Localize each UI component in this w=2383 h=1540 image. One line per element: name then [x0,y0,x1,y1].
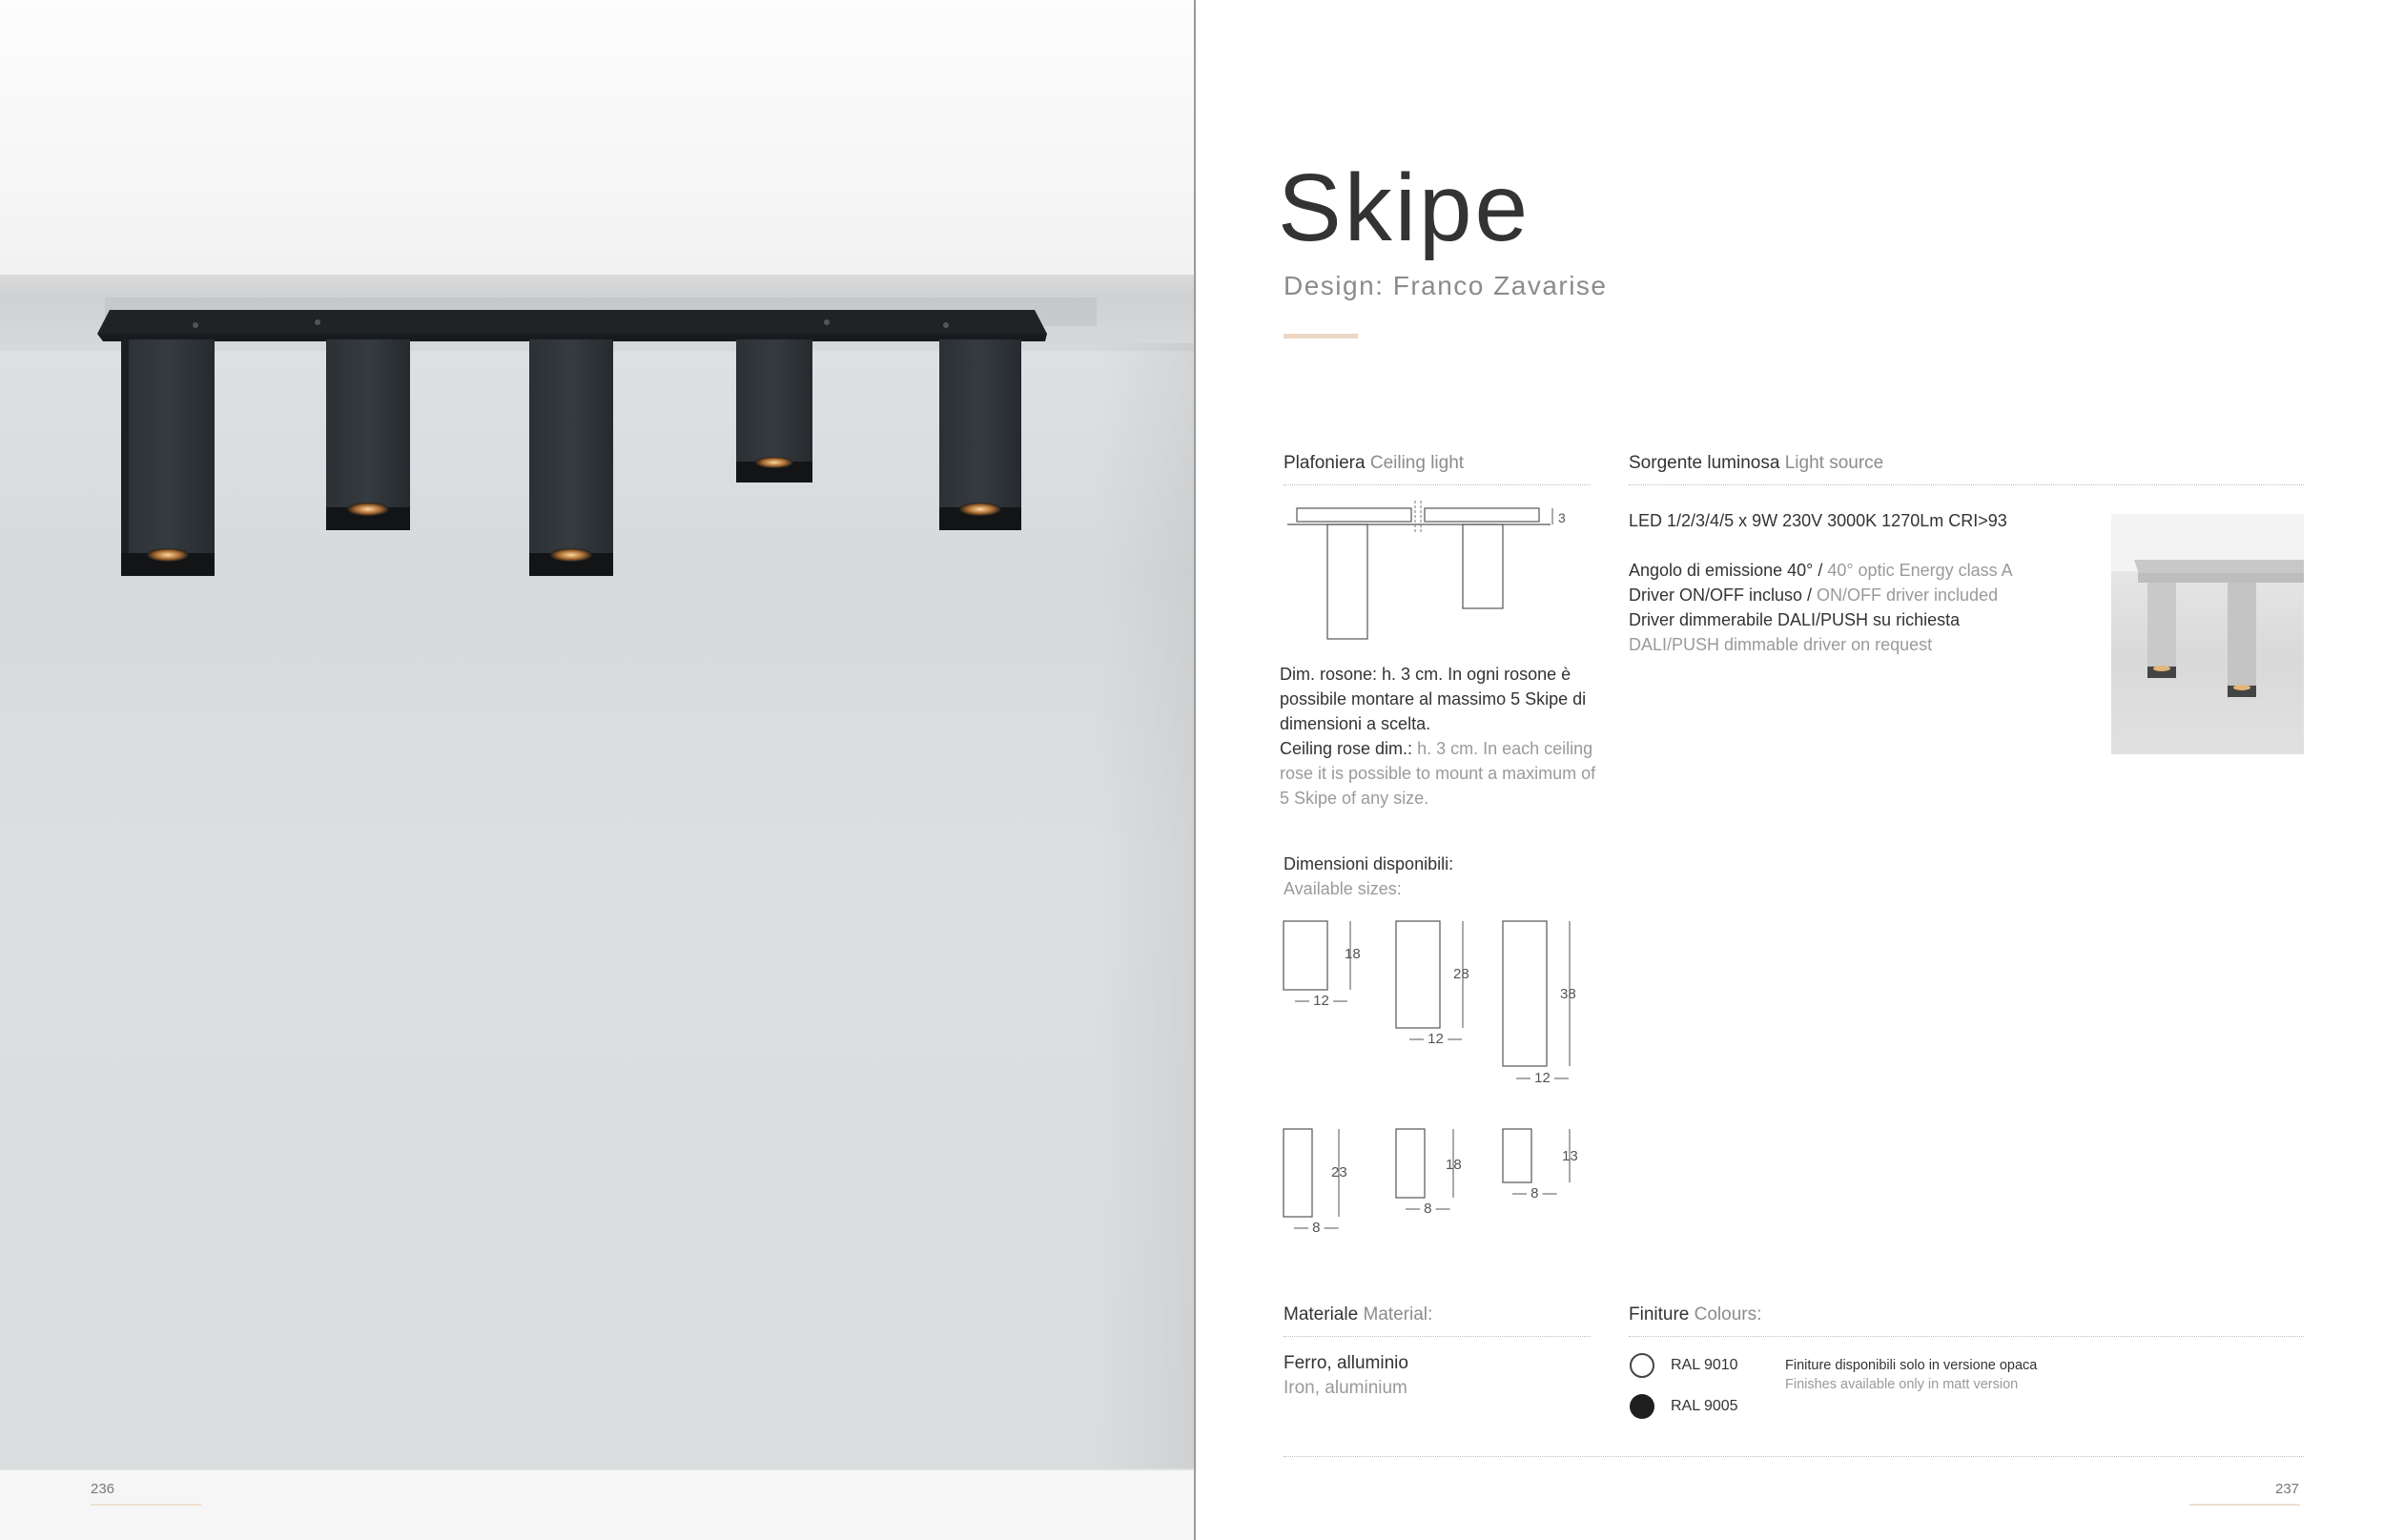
dimmable-it: Driver dimmerabile DALI/PUSH su richiesta [1629,610,1961,629]
ceiling-light-heading-en: Ceiling light [1369,453,1465,473]
light-source-divider [1629,484,2304,485]
lamp-5 [939,339,1021,530]
light-source-heading-it: Sorgente luminosa [1629,453,1780,473]
colour-label-ral-9005: RAL 9005 [1671,1398,1738,1414]
light-source-heading [1629,453,1883,474]
light-source-heading-en: Light source [1784,453,1884,473]
rose-desc-it: h. 3 cm. In ogni rosone è possibile montare al massimo 5 Skipe di dimensioni a scelta. [1280,665,1587,733]
product-designer: Design: Franco Zavarise [1284,271,1608,300]
size-1-height: 18 [1345,946,1361,962]
rose-desc-en-label: Ceiling rose dim.: [1280,739,1413,758]
dimmable-en: DALI/PUSH dimmable driver on request [1629,635,1933,654]
angle-it: Angolo di emissione 40° / [1629,561,1828,580]
product-title: Skipe [1278,154,1531,261]
size-6-width: — 8 — [1512,1185,1557,1201]
material-heading [1284,1304,1432,1325]
colour-swatch-ral-9005 [1630,1394,1654,1419]
page-number-rule-right [2189,1504,2300,1506]
page-number-right: 237 [2275,1481,2300,1497]
lamp-3 [529,339,613,576]
size-1-width: — 12 — [1295,993,1348,1009]
thumbnail-lamp-illustration [2111,514,2304,754]
finishes-note-en: Finishes available only in matt version [1785,1377,2019,1392]
ceiling-light-divider [1284,484,1591,485]
size-3-height: 38 [1560,986,1576,1002]
ceiling-rose-description [1280,662,1604,811]
product-thumbnail [2111,514,2304,754]
lamp-2 [326,339,410,530]
led-spec: LED 1/2/3/4/5 x 9W 230V 3000K 1270Lm CRI>93 [1629,511,2007,530]
rose-desc-it-label: Dim. rosone: [1280,665,1378,684]
size-5-height: 18 [1446,1157,1462,1173]
rose-height-label: 3 [1558,510,1566,525]
title-accent-rule [1284,334,1358,339]
sizes-diagram [1278,915,1602,1249]
size-3-width: — 12 — [1516,1070,1570,1086]
material-divider [1284,1336,1591,1337]
page-number-left: 236 [91,1481,115,1497]
page-divider [1194,0,1196,1540]
colour-swatch-ral-9010 [1630,1353,1654,1378]
colour-label-ral-9010: RAL 9010 [1671,1357,1738,1373]
size-2-height: 28 [1453,966,1469,982]
driver-en: ON/OFF driver included [1817,585,1999,605]
material-heading-en: Material: [1363,1304,1433,1324]
size-4-width: — 8 — [1294,1220,1339,1236]
angle-en: 40° optic Energy class A [1827,561,2013,580]
sizes-heading-it: Dimensioni disponibili: [1284,854,1454,873]
finishes-heading [1629,1304,1761,1325]
ceiling-rose-diagram [1284,496,1570,648]
ceiling-light-heading [1284,453,1464,474]
lamp-4 [736,339,812,483]
finishes-divider [1629,1336,2304,1337]
sizes-heading-en: Available sizes: [1284,879,1402,898]
material-values [1284,1351,1408,1401]
material-heading-it: Materiale [1284,1304,1359,1324]
light-source-details [1629,558,2106,657]
finishes-heading-it: Finiture [1629,1304,1690,1324]
finishes-note-it: Finiture disponibili solo in versione opaca [1785,1358,2038,1373]
driver-it: Driver ON/OFF incluso / [1629,585,1818,605]
size-6-height: 13 [1562,1148,1578,1164]
material-en: Iron, aluminium [1284,1378,1407,1398]
size-4-height: 23 [1331,1164,1347,1181]
size-5-width: — 8 — [1406,1201,1450,1217]
bottom-divider [1284,1456,2304,1457]
size-2-width: — 12 — [1409,1031,1463,1047]
finishes-note [1785,1356,2128,1394]
ceiling-light-heading-it: Plafoniera [1284,453,1366,473]
page-number-rule-left [91,1504,201,1506]
finishes-heading-en: Colours: [1694,1304,1762,1324]
rose-desc-en: h. 3 cm. In each ceiling rose it is possible to mount a maximum of 5 Skipe of any size. [1280,739,1596,808]
material-it: Ferro, alluminio [1284,1353,1408,1373]
sizes-heading [1284,852,1453,901]
lamp-1 [121,339,215,576]
